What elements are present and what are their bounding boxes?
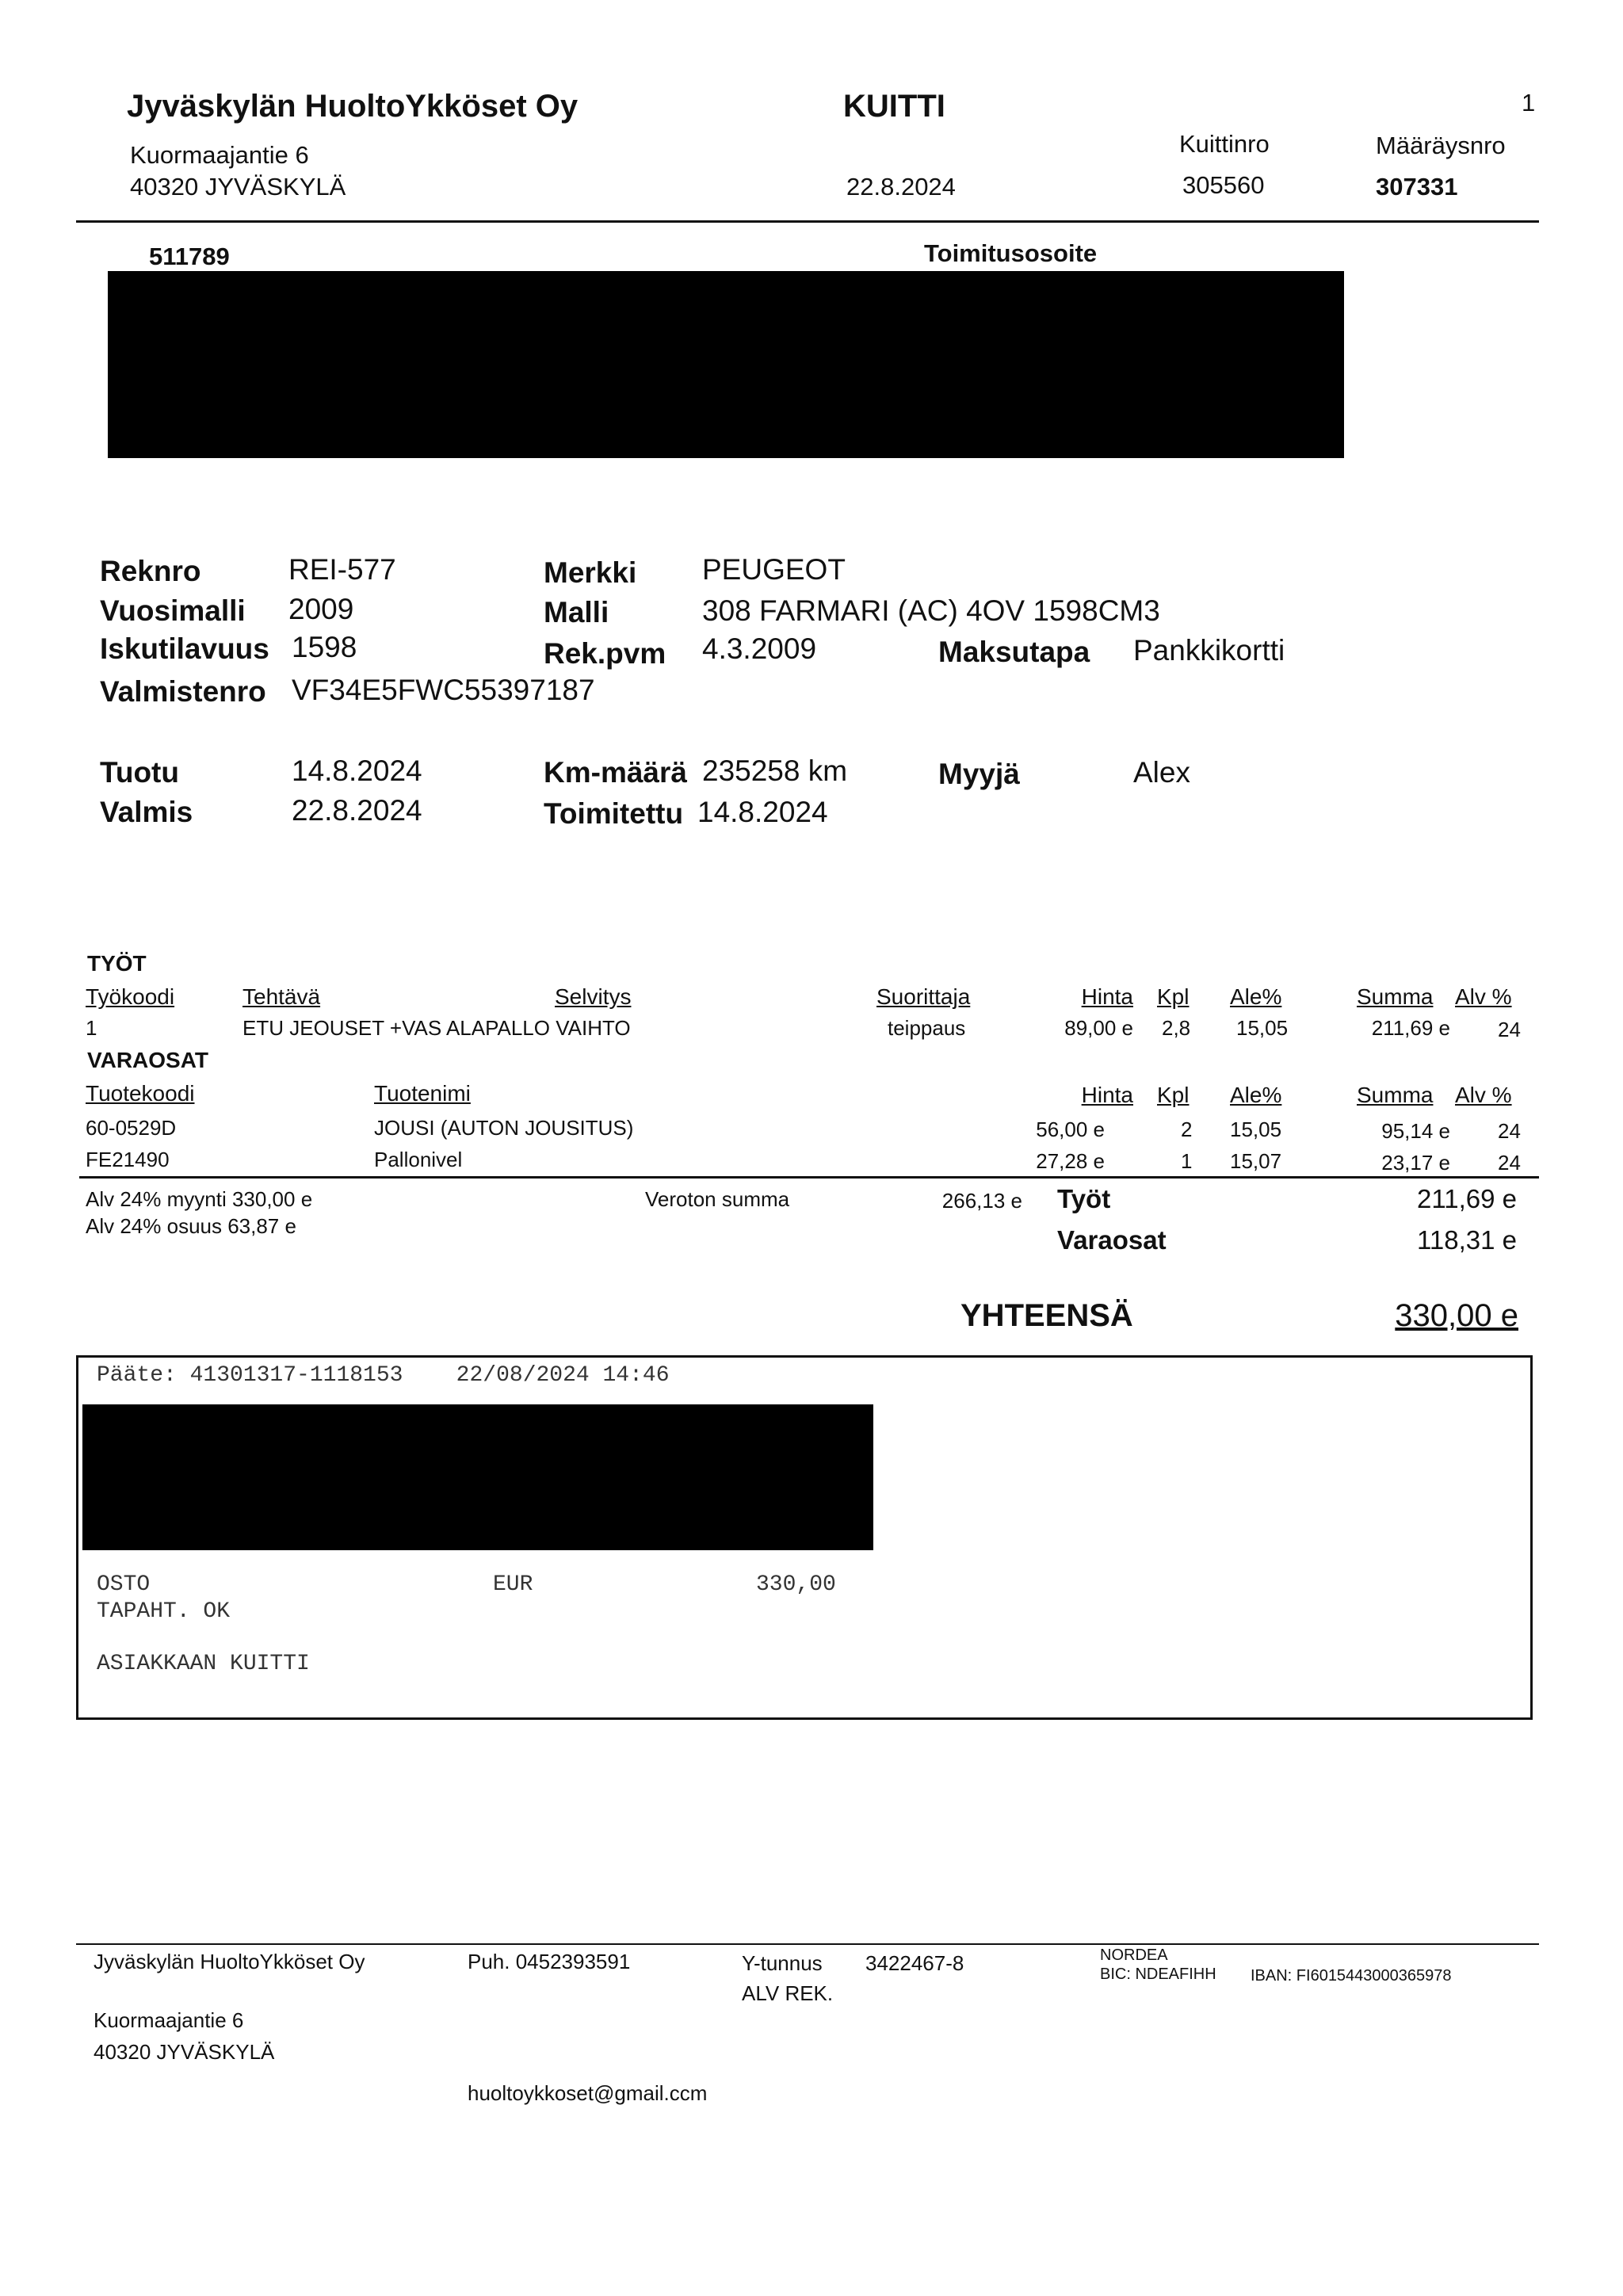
parts-row-vat: 24 <box>1498 1151 1521 1175</box>
footer-company: Jyväskylän HuoltoYkköset Oy <box>94 1950 365 1973</box>
work-row-sum: 211,69 e <box>1371 1016 1450 1040</box>
payment-value: Pankkikortti <box>1133 634 1285 667</box>
redacted-card-info <box>82 1404 873 1550</box>
work-header-sum: Summa <box>1357 984 1434 1009</box>
terminal-copy: ASIAKKAAN KUITTI <box>97 1652 310 1676</box>
parts-total-label: Varaosat <box>1057 1225 1167 1255</box>
make-label: Merkki <box>544 556 637 589</box>
delivered-value: 14.8.2024 <box>697 796 828 828</box>
page-number: 1 <box>1522 89 1536 117</box>
parts-header-discount: Ale% <box>1230 1083 1282 1107</box>
terminal-amount: 330,00 <box>756 1572 836 1597</box>
redacted-address <box>108 271 1344 458</box>
parts-header-price: Hinta <box>1081 1083 1133 1107</box>
parts-total-value: 118,31 e <box>1416 1225 1517 1255</box>
parts-header-sum: Summa <box>1357 1083 1434 1107</box>
reg-value: REI-577 <box>288 553 396 586</box>
parts-row-name: Pallonivel <box>374 1148 463 1171</box>
vin-value: VF34E5FWC55397187 <box>292 674 595 706</box>
work-header-code: Työkoodi <box>86 984 175 1009</box>
parts-row-vat: 24 <box>1498 1119 1521 1143</box>
work-row-task: ETU JEOUSET +VAS ALAPALLO VAIHTO <box>242 1016 631 1040</box>
parts-row-qty: 1 <box>1181 1149 1193 1173</box>
parts-header-code: Tuotekoodi <box>86 1081 195 1106</box>
work-row-discount: 15,05 <box>1236 1016 1289 1040</box>
footer-email: huoltoykkoset@gmail.ccm <box>468 2081 708 2105</box>
parts-header-name: Tuotenimi <box>374 1081 471 1106</box>
regdate-value: 4.3.2009 <box>702 632 817 665</box>
work-header-price: Hinta <box>1081 984 1133 1009</box>
footer-phone: Puh. 0452393591 <box>468 1950 631 1973</box>
work-section-title: TYÖT <box>87 951 147 976</box>
vat-sales: Alv 24% myynti 330,00 e <box>86 1187 313 1211</box>
receipt-date: 22.8.2024 <box>846 173 956 201</box>
year-value: 2009 <box>288 593 354 625</box>
company-street: Kuormaajantie 6 <box>130 141 309 169</box>
brought-value: 14.8.2024 <box>292 755 422 787</box>
receipt-number: 305560 <box>1182 171 1265 199</box>
footer-bank: NORDEA <box>1100 1946 1168 1964</box>
brought-label: Tuotu <box>100 756 179 789</box>
parts-row-discount: 15,05 <box>1230 1117 1282 1141</box>
company-name: Jyväskylän HuoltoYkköset Oy <box>127 89 579 124</box>
parts-header-vat: Alv % <box>1455 1083 1512 1107</box>
work-row-performer: teippaus <box>888 1016 966 1040</box>
parts-row-name: JOUSI (AUTON JOUSITUS) <box>374 1116 634 1140</box>
footer-vat-reg: ALV REK. <box>742 1981 834 2005</box>
make-value: PEUGEOT <box>702 553 846 586</box>
work-header-performer: Suorittaja <box>876 984 971 1009</box>
footer-city: 40320 JYVÄSKYLÄ <box>94 2040 275 2064</box>
parts-row-discount: 15,07 <box>1230 1149 1282 1173</box>
displacement-label: Iskutilavuus <box>100 632 269 665</box>
seller-label: Myyjä <box>938 758 1020 790</box>
vat-share: Alv 24% osuus 63,87 e <box>86 1214 296 1238</box>
model-value: 308 FARMARI (AC) 4OV 1598CM3 <box>702 594 1160 627</box>
net-sum-value: 266,13 e <box>941 1189 1022 1213</box>
footer-iban: IBAN: FI6015443000365978 <box>1251 1967 1452 1985</box>
ready-label: Valmis <box>100 796 193 828</box>
terminal-purchase: OSTO <box>97 1572 151 1597</box>
work-row-qty: 2,8 <box>1162 1016 1191 1040</box>
terminal-currency: EUR <box>493 1572 533 1597</box>
parts-header-qty: Kpl <box>1157 1083 1190 1107</box>
year-label: Vuosimalli <box>100 594 246 627</box>
work-row-code: 1 <box>86 1016 97 1040</box>
grand-total-value: 330,00 e <box>1395 1298 1518 1333</box>
order-number: 307331 <box>1376 173 1458 201</box>
net-sum-label: Veroton summa <box>645 1187 790 1211</box>
footer-ytunnus: 3422467-8 <box>865 1951 964 1975</box>
parts-row-price: 56,00 e <box>1036 1117 1105 1141</box>
footer-street: Kuormaajantie 6 <box>94 2008 244 2032</box>
model-label: Malli <box>544 596 609 628</box>
parts-row-code: 60-0529D <box>86 1116 177 1140</box>
reg-label: Reknro <box>100 555 201 587</box>
terminal-status: TAPAHT. OK <box>97 1599 231 1624</box>
parts-section-title: VARAOSAT <box>87 1048 208 1072</box>
work-header-vat: Alv % <box>1455 984 1512 1009</box>
parts-row-sum: 95,14 e <box>1381 1119 1450 1143</box>
payment-label: Maksutapa <box>938 636 1090 668</box>
displacement-value: 1598 <box>292 631 357 663</box>
parts-row-price: 27,28 e <box>1036 1149 1105 1173</box>
footer-ytunnus-label: Y-tunnus <box>742 1951 823 1975</box>
work-header-qty: Kpl <box>1157 984 1190 1009</box>
delivered-label: Toimitettu <box>544 797 684 830</box>
customer-number: 511789 <box>149 243 230 270</box>
footer-bic: BIC: NDEAFIHH <box>1100 1966 1216 1983</box>
document-title: KUITTI <box>843 89 945 124</box>
ready-value: 22.8.2024 <box>292 794 422 827</box>
parts-row-qty: 2 <box>1181 1117 1193 1141</box>
work-row-price: 89,00 e <box>1064 1016 1133 1040</box>
regdate-label: Rek.pvm <box>544 637 666 670</box>
parts-row-code: FE21490 <box>86 1148 170 1171</box>
company-city: 40320 JYVÄSKYLÄ <box>130 173 346 201</box>
receipt-number-label: Kuittinro <box>1179 130 1270 158</box>
work-total-value: 211,69 e <box>1416 1184 1517 1213</box>
terminal-line: Pääte: 41301317-1118153 22/08/2024 14:46 <box>97 1363 670 1388</box>
order-number-label: Määräysnro <box>1376 132 1506 159</box>
parts-row-sum: 23,17 e <box>1381 1151 1450 1175</box>
work-header-discount: Ale% <box>1230 984 1282 1009</box>
seller-value: Alex <box>1133 756 1190 789</box>
km-label: Km-määrä <box>544 756 687 789</box>
work-header-desc: Selvitys <box>555 984 632 1009</box>
work-row-vat: 24 <box>1498 1018 1521 1041</box>
vin-label: Valmistenro <box>100 675 266 708</box>
delivery-address-label: Toimitusosoite <box>924 239 1098 267</box>
work-total-label: Työt <box>1057 1184 1111 1213</box>
grand-total-label: YHTEENSÄ <box>960 1298 1133 1333</box>
km-value: 235258 km <box>702 755 848 787</box>
work-header-task: Tehtävä <box>242 984 321 1009</box>
